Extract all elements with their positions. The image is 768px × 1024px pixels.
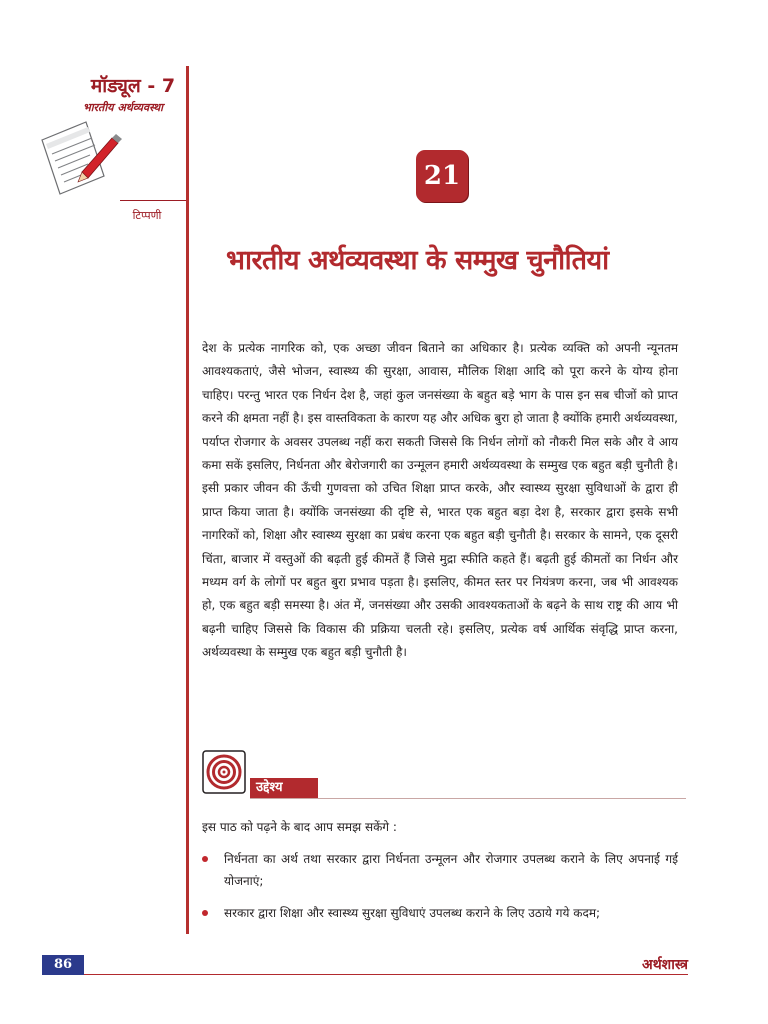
module-rule [120,200,186,201]
page-number: 86 [42,955,84,975]
target-icon [202,750,246,794]
list-item-text: निर्धनता का अर्थ तथा सरकार द्वारा निर्धनता उन्मूलन और रोजगार उपलब्ध कराने के लिए अपनाई गई योजनाएं; [224,852,678,888]
objectives-heading: उद्देश्य [250,778,318,798]
module-title: मॉड्यूल - 7 [90,75,176,97]
footer-book-title: अर्थशास्त्र [642,957,688,973]
notepad-pencil-icon [38,118,122,198]
footer-rule [84,974,688,975]
objectives-intro: इस पाठ को पढ़ने के बाद आप समझ सकेंगे : [202,820,397,834]
list-item [202,848,678,892]
note-label: टिप्पणी [132,209,162,222]
chapter-number-badge: 21 [416,150,468,202]
bullet-icon [202,856,208,862]
objectives-rule [250,798,686,799]
chapter-title: भारतीय अर्थव्यवस्था के सम्मुख चुनौतियां [226,245,609,276]
module-subtitle: भारतीय अर्थव्यवस्था [82,101,164,114]
list-item-text: सरकार द्वारा शिक्षा और स्वास्थ्य सुरक्षा सुविधाएं उपलब्ध कराने के लिए उठाये गये कदम; [224,906,601,920]
margin-divider [186,66,189,934]
bullet-icon [202,910,208,916]
intro-paragraph: देश के प्रत्येक नागरिक को, एक अच्छा जीवन बिताने का अधिकार है। प्रत्येक व्यक्ति को अपनी न्यूनतम आवश्यकताएं, जैसे भोजन, स्वास्थ्य की सुरक्षा, आवास, मौलिक शिक्षा आदि को पूरा करने के योग्य होना चाहिए। परन्तु भारत एक निर्धन देश है, जहां कुल जनसंख्या के बहुत बड़े भाग के पास इन सब चीजों को प्राप्त करने की क्षमता नहीं है। इस वास्तविकता के कारण यह और अधिक बुरा हो जाता है क्योंकि हमारी अर्थव्यवस्था, पर्याप्त रोजगार के अवसर उपलब्ध नहीं करा सकती जिससे कि निर्धन लोगों को नौकरी मिल सके और वे आय कमा सकें इसलिए, निर्धनता और बेरोजगारी का उन्मूलन हमारी अर्थव्यवस्था के सम्मुख एक बहुत बड़ी चुनौती है। इसी प्रकार जीवन की ऊँची गुणवत्ता को उचित शिक्षा प्राप्त करके, और स्वास्थ्य सुरक्षा सुविधाओं के द्वारा ही प्राप्त किया जाता है। क्योंकि जनसंख्या की दृष्टि से, भारत एक बहुत बड़ा देश है, सरकार द्वारा इसके सभी नागरिकों को, शिक्षा और स्वास्थ्य सुरक्षा का प्रबंध करना एक बहुत बड़ी चुनौती है। सरकार के सामने, एक दूसरी चिंता, बाजार में वस्तुओं की बढ़ती हुई कीमतें हैं जिसे मुद्रा स्फीति कहते हैं। बढ़ती हुई कीमतों का निर्धन और मध्यम वर्ग के लोगों पर बहुत बुरा प्रभाव पड़ता है। इसलिए, कीमत स्तर पर नियंत्रण करना, जब भी आवश्यक हो, एक बहुत बड़ी समस्या है। अंत में, जनसंख्या और उसकी आवश्यकताओं के बढ़ने के साथ राष्ट्र की आय भी बढ़नी चाहिए जिससे कि विकास की प्रक्रिया चलती रहे। इसलिए, प्रत्येक वर्ष आर्थिक संवृद्धि प्राप्त करना, अर्थव्यवस्था के सम्मुख एक बहुत बड़ी चुनौती है। [202,341,678,660]
list-item [202,902,678,924]
